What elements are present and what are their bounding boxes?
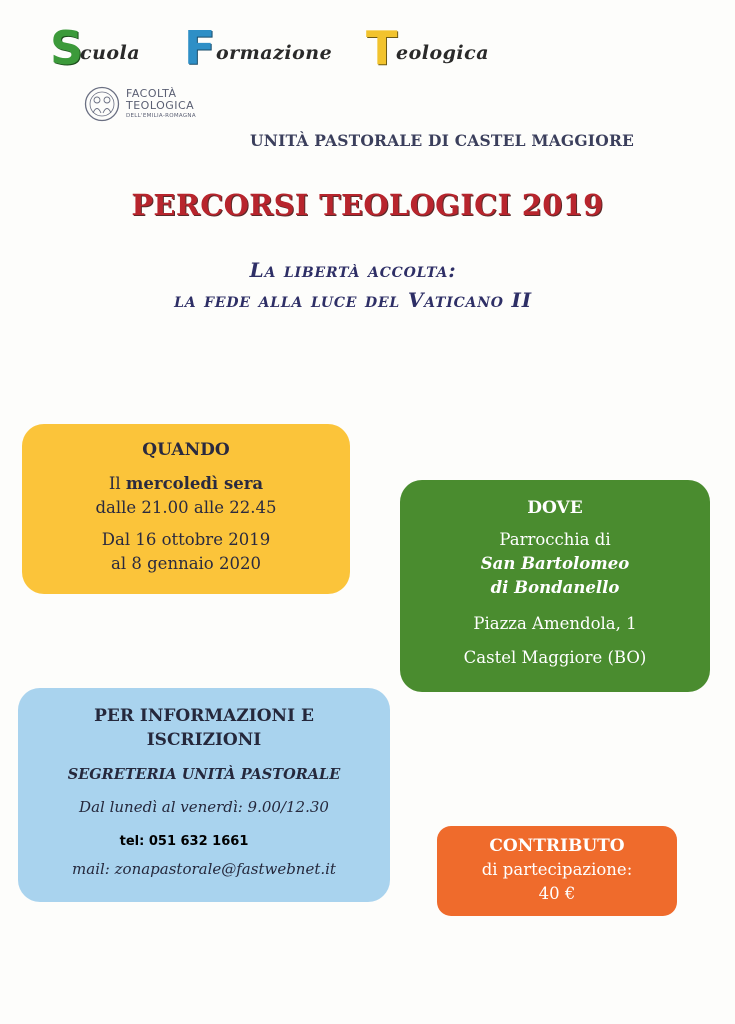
- where-church-line2: di Bondanello: [490, 578, 620, 597]
- when-day-prefix: Il: [108, 474, 126, 493]
- school-logo: [50, 22, 520, 78]
- where-city: Castel Maggiore (BO): [463, 648, 647, 667]
- info-office: SEGRETERIA UNITÀ PASTORALE: [67, 766, 341, 783]
- info-email[interactable]: mail: zonapastorale@fastwebnet.it: [72, 860, 336, 878]
- info-heading-line1: PER INFORMAZIONI E: [94, 706, 314, 726]
- where-line1: Parrocchia di: [499, 530, 611, 549]
- logo-letter-t: T: [366, 21, 398, 75]
- fee-heading: CONTRIBUTO: [489, 836, 625, 856]
- subtitle-line2: la fede alla luce del Vaticano II: [174, 288, 532, 312]
- when-box: [22, 424, 350, 594]
- info-box: [18, 688, 390, 902]
- info-phone[interactable]: tel: 051 632 1661: [119, 834, 249, 849]
- when-heading: QUANDO: [142, 440, 230, 460]
- faculty-seal-icon: [84, 86, 120, 122]
- logo-rest-teologica: eologica: [396, 42, 490, 64]
- where-heading: DOVE: [527, 498, 583, 518]
- info-heading-line2: ISCRIZIONI: [146, 730, 262, 750]
- when-day: [22, 474, 350, 493]
- faculty-line2: TEOLOGICA: [126, 99, 195, 112]
- fee-amount: 40 €: [538, 884, 576, 903]
- faculty-line1: FACOLTÀ: [126, 87, 177, 100]
- subtitle-line1: La libertà accolta:: [249, 258, 457, 282]
- info-hours: Dal lunedì al venerdì: 9.00/12.30: [79, 798, 329, 816]
- fee-box: [437, 826, 677, 916]
- when-time: dalle 21.00 alle 22.45: [95, 498, 277, 517]
- logo-rest-scuola: cuola: [80, 42, 141, 64]
- fee-label: di partecipazione:: [481, 860, 633, 879]
- logo-rest-formazione: ormazione: [216, 42, 333, 64]
- logo-letter-s: S: [50, 21, 84, 75]
- faculty-name: [126, 88, 196, 120]
- page-title: PERCORSI TEOLOGICI 2019: [131, 188, 604, 222]
- when-to: al 8 gennaio 2020: [111, 554, 261, 573]
- where-church-line1: San Bartolomeo: [480, 554, 630, 573]
- where-box: [400, 480, 710, 692]
- organizer-name: UNITÀ PASTORALE DI CASTEL MAGGIORE: [250, 131, 635, 150]
- where-address: Piazza Amendola, 1: [473, 614, 637, 633]
- faculty-line3: DELL'EMILIA-ROMAGNA: [126, 113, 196, 119]
- when-day-bold: mercoledì sera: [125, 474, 264, 493]
- logo-letter-f: F: [184, 21, 216, 75]
- when-from: Dal 16 ottobre 2019: [101, 530, 271, 549]
